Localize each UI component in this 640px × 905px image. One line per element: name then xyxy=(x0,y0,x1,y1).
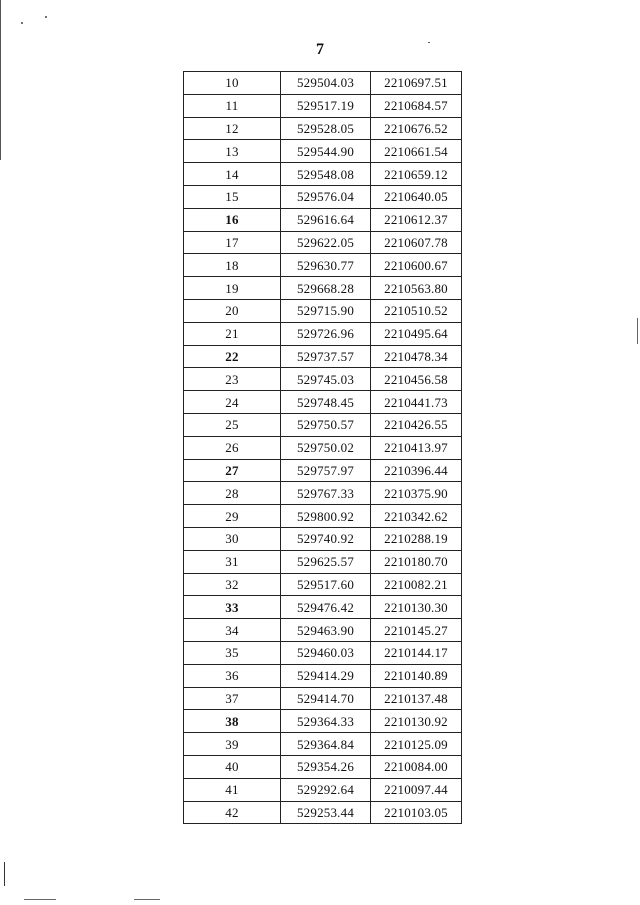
point-number-cell: 24 xyxy=(184,391,281,414)
table-row xyxy=(184,573,462,596)
point-number-cell: 17 xyxy=(184,231,281,254)
table-row xyxy=(184,72,462,95)
x-coordinate-cell: 529630.77 xyxy=(281,254,371,277)
point-number-cell: 34 xyxy=(184,619,281,642)
y-coordinate-cell: 2210342.62 xyxy=(371,505,462,528)
scan-artifact-dot xyxy=(21,22,23,24)
table-row xyxy=(184,687,462,710)
scan-artifact-bottom-line-2 xyxy=(134,899,160,900)
coordinates-table-body xyxy=(184,72,462,824)
point-number-cell: 40 xyxy=(184,755,281,778)
table-row xyxy=(184,527,462,550)
x-coordinate-cell: 529504.03 xyxy=(281,72,371,95)
point-number-cell: 42 xyxy=(184,801,281,824)
table-row xyxy=(184,482,462,505)
table-row xyxy=(184,277,462,300)
point-number-cell: 28 xyxy=(184,482,281,505)
y-coordinate-cell: 2210375.90 xyxy=(371,482,462,505)
x-coordinate-cell: 529292.64 xyxy=(281,778,371,801)
y-coordinate-cell: 2210103.05 xyxy=(371,801,462,824)
point-number-cell: 13 xyxy=(184,140,281,163)
table-row xyxy=(184,778,462,801)
x-coordinate-cell: 529544.90 xyxy=(281,140,371,163)
x-coordinate-cell: 529740.92 xyxy=(281,527,371,550)
y-coordinate-cell: 2210145.27 xyxy=(371,619,462,642)
y-coordinate-cell: 2210130.30 xyxy=(371,596,462,619)
x-coordinate-cell: 529616.64 xyxy=(281,208,371,231)
table-row xyxy=(184,550,462,573)
point-number-cell: 35 xyxy=(184,641,281,664)
table-row xyxy=(184,231,462,254)
table-row xyxy=(184,413,462,436)
table-row xyxy=(184,345,462,368)
x-coordinate-cell: 529517.19 xyxy=(281,94,371,117)
table-row xyxy=(184,185,462,208)
table-row xyxy=(184,596,462,619)
scan-artifact-bottom-line-1 xyxy=(24,899,56,900)
y-coordinate-cell: 2210082.21 xyxy=(371,573,462,596)
point-number-cell: 12 xyxy=(184,117,281,140)
point-number-cell: 30 xyxy=(184,527,281,550)
point-number-cell: 23 xyxy=(184,368,281,391)
table-row xyxy=(184,733,462,756)
x-coordinate-cell: 529476.42 xyxy=(281,596,371,619)
point-number-cell: 31 xyxy=(184,550,281,573)
y-coordinate-cell: 2210684.57 xyxy=(371,94,462,117)
x-coordinate-cell: 529750.02 xyxy=(281,436,371,459)
point-number-cell: 16 xyxy=(184,208,281,231)
table-row xyxy=(184,641,462,664)
y-coordinate-cell: 2210097.44 xyxy=(371,778,462,801)
x-coordinate-cell: 529460.03 xyxy=(281,641,371,664)
x-coordinate-cell: 529354.26 xyxy=(281,755,371,778)
scan-artifact-left-tick xyxy=(4,862,5,886)
point-number-cell: 33 xyxy=(184,596,281,619)
scan-artifact-dot xyxy=(45,16,47,18)
y-coordinate-cell: 2210441.73 xyxy=(371,391,462,414)
point-number-cell: 11 xyxy=(184,94,281,117)
x-coordinate-cell: 529414.29 xyxy=(281,664,371,687)
table-row xyxy=(184,801,462,824)
table-row xyxy=(184,322,462,345)
y-coordinate-cell: 2210125.09 xyxy=(371,733,462,756)
y-coordinate-cell: 2210144.17 xyxy=(371,641,462,664)
x-coordinate-cell: 529745.03 xyxy=(281,368,371,391)
x-coordinate-cell: 529548.08 xyxy=(281,163,371,186)
y-coordinate-cell: 2210600.67 xyxy=(371,254,462,277)
x-coordinate-cell: 529253.44 xyxy=(281,801,371,824)
x-coordinate-cell: 529767.33 xyxy=(281,482,371,505)
y-coordinate-cell: 2210676.52 xyxy=(371,117,462,140)
table-row xyxy=(184,208,462,231)
x-coordinate-cell: 529364.33 xyxy=(281,710,371,733)
y-coordinate-cell: 2210180.70 xyxy=(371,550,462,573)
x-coordinate-cell: 529517.60 xyxy=(281,573,371,596)
table-row xyxy=(184,140,462,163)
x-coordinate-cell: 529463.90 xyxy=(281,619,371,642)
y-coordinate-cell: 2210140.89 xyxy=(371,664,462,687)
point-number-cell: 32 xyxy=(184,573,281,596)
table-row xyxy=(184,664,462,687)
y-coordinate-cell: 2210495.64 xyxy=(371,322,462,345)
x-coordinate-cell: 529737.57 xyxy=(281,345,371,368)
y-coordinate-cell: 2210697.51 xyxy=(371,72,462,95)
point-number-cell: 19 xyxy=(184,277,281,300)
table-row xyxy=(184,163,462,186)
table-row xyxy=(184,368,462,391)
point-number-cell: 29 xyxy=(184,505,281,528)
x-coordinate-cell: 529750.57 xyxy=(281,413,371,436)
y-coordinate-cell: 2210413.97 xyxy=(371,436,462,459)
point-number-cell: 21 xyxy=(184,322,281,345)
x-coordinate-cell: 529622.05 xyxy=(281,231,371,254)
table-row xyxy=(184,505,462,528)
point-number-cell: 15 xyxy=(184,185,281,208)
point-number-cell: 38 xyxy=(184,710,281,733)
table-row xyxy=(184,755,462,778)
x-coordinate-cell: 529748.45 xyxy=(281,391,371,414)
y-coordinate-cell: 2210659.12 xyxy=(371,163,462,186)
table-row xyxy=(184,299,462,322)
x-coordinate-cell: 529414.70 xyxy=(281,687,371,710)
table-row xyxy=(184,710,462,733)
x-coordinate-cell: 529800.92 xyxy=(281,505,371,528)
point-number-cell: 36 xyxy=(184,664,281,687)
y-coordinate-cell: 2210137.48 xyxy=(371,687,462,710)
table-row xyxy=(184,459,462,482)
table-row xyxy=(184,254,462,277)
y-coordinate-cell: 2210510.52 xyxy=(371,299,462,322)
scan-artifact-left-edge xyxy=(0,0,1,160)
point-number-cell: 27 xyxy=(184,459,281,482)
x-coordinate-cell: 529364.84 xyxy=(281,733,371,756)
page-number: 7 xyxy=(316,41,324,58)
point-number-cell: 25 xyxy=(184,413,281,436)
point-number-cell: 39 xyxy=(184,733,281,756)
x-coordinate-cell: 529576.04 xyxy=(281,185,371,208)
y-coordinate-cell: 2210130.92 xyxy=(371,710,462,733)
y-coordinate-cell: 2210426.55 xyxy=(371,413,462,436)
y-coordinate-cell: 2210607.78 xyxy=(371,231,462,254)
point-number-cell: 37 xyxy=(184,687,281,710)
x-coordinate-cell: 529625.57 xyxy=(281,550,371,573)
y-coordinate-cell: 2210084.00 xyxy=(371,755,462,778)
x-coordinate-cell: 529726.96 xyxy=(281,322,371,345)
point-number-cell: 41 xyxy=(184,778,281,801)
table-row xyxy=(184,117,462,140)
y-coordinate-cell: 2210478.34 xyxy=(371,345,462,368)
y-coordinate-cell: 2210396.44 xyxy=(371,459,462,482)
x-coordinate-cell: 529715.90 xyxy=(281,299,371,322)
table-row xyxy=(184,391,462,414)
point-number-cell: 20 xyxy=(184,299,281,322)
y-coordinate-cell: 2210563.80 xyxy=(371,277,462,300)
x-coordinate-cell: 529668.28 xyxy=(281,277,371,300)
y-coordinate-cell: 2210661.54 xyxy=(371,140,462,163)
x-coordinate-cell: 529528.05 xyxy=(281,117,371,140)
x-coordinate-cell: 529757.97 xyxy=(281,459,371,482)
point-number-cell: 18 xyxy=(184,254,281,277)
y-coordinate-cell: 2210612.37 xyxy=(371,208,462,231)
y-coordinate-cell: 2210288.19 xyxy=(371,527,462,550)
table-row xyxy=(184,619,462,642)
table-row xyxy=(184,436,462,459)
point-number-cell: 14 xyxy=(184,163,281,186)
point-number-cell: 22 xyxy=(184,345,281,368)
scan-artifact-dot xyxy=(428,42,430,43)
table-row xyxy=(184,94,462,117)
point-number-cell: 26 xyxy=(184,436,281,459)
y-coordinate-cell: 2210456.58 xyxy=(371,368,462,391)
y-coordinate-cell: 2210640.05 xyxy=(371,185,462,208)
coordinates-table xyxy=(183,71,462,824)
scan-artifact-right-tick xyxy=(637,318,638,344)
point-number-cell: 10 xyxy=(184,72,281,95)
